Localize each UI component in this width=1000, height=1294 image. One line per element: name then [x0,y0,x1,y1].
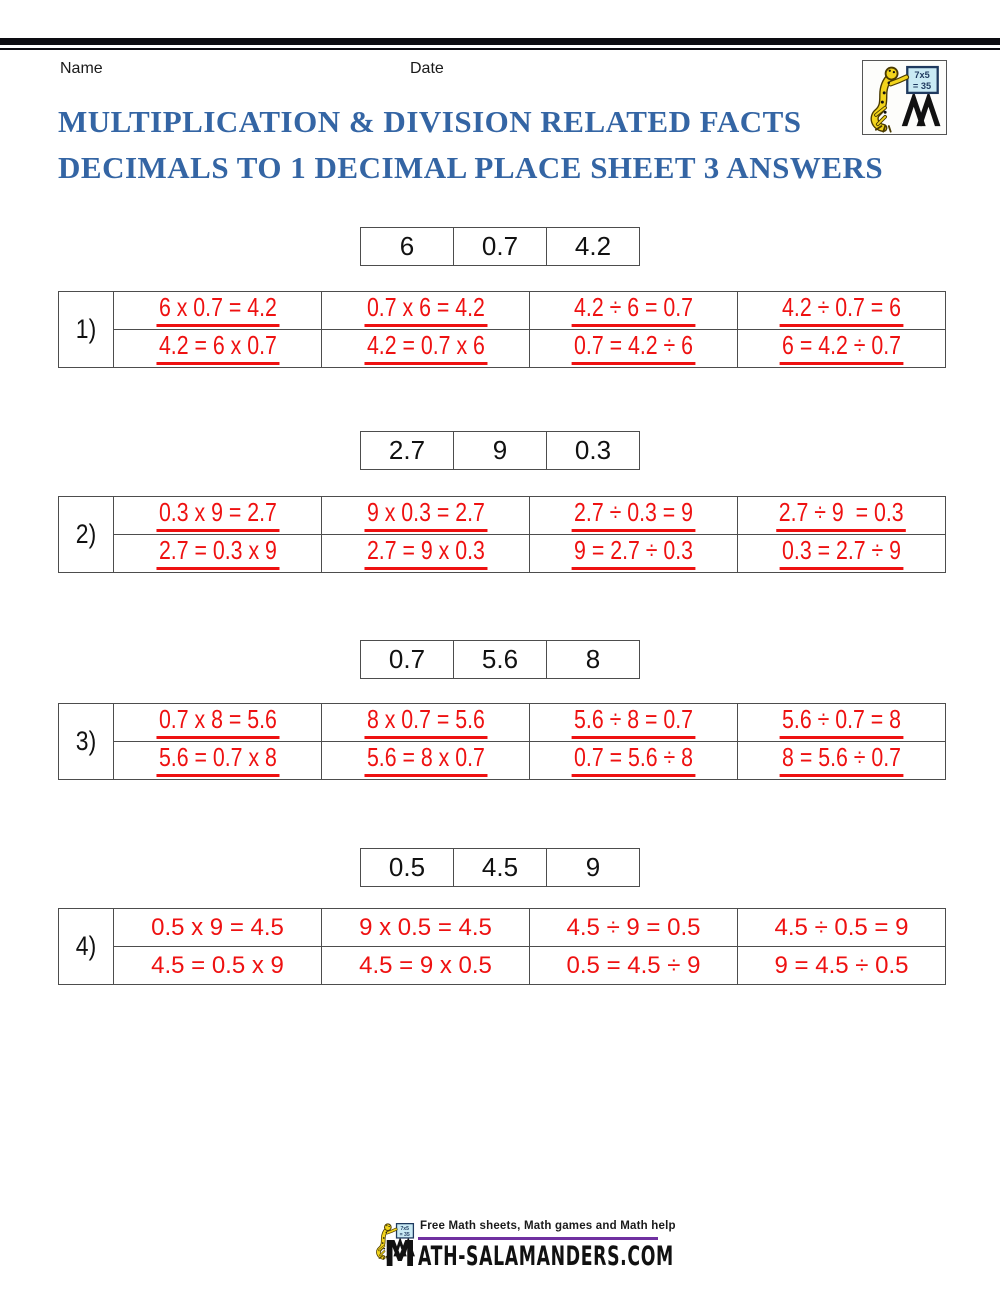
problem-number: 2) [59,497,114,573]
equation-text: 4.5 ÷ 9 = 0.5 [566,913,701,941]
fact-row-1 [59,497,946,535]
equation-cell [322,909,530,947]
triple-value-1: 0.5 [361,849,454,887]
equation-cell [114,497,322,535]
equation-text: 4.2 = 0.7 x 6 [364,332,487,364]
equation-text: 4.2 ÷ 0.7 = 6 [780,294,904,326]
equation-text: 2.7 = 9 x 0.3 [364,537,487,569]
equation-text: 4.2 ÷ 6 = 0.7 [572,294,696,326]
equation-cell [114,909,322,947]
fact-row-2 [59,535,946,573]
equation-cell [530,947,738,985]
equation-cell [530,497,738,535]
equation-text: 0.3 x 9 = 2.7 [156,499,279,531]
fact-row-2 [59,947,946,985]
equation-text: 8 = 5.6 ÷ 0.7 [780,744,904,776]
equation-cell [322,704,530,742]
math-salamanders-logo [862,60,947,135]
logo-m-right [916,91,940,126]
date-label: Date [410,60,444,77]
equation-cell [738,909,946,947]
site-wordmark [382,1234,818,1275]
equation-text: 4.5 ÷ 0.5 = 9 [774,913,909,941]
equation-cell [322,947,530,985]
footer-tagline: Free Math sheets, Math games and Math help [420,1220,676,1232]
equation-text: 0.5 = 4.5 ÷ 9 [566,951,701,979]
triple-value-3: 9 [547,849,640,887]
equation-cell [530,704,738,742]
equation-text: 5.6 ÷ 8 = 0.7 [572,706,696,738]
equation-cell [738,947,946,985]
equation-cell [738,742,946,780]
equation-text: 2.7 ÷ 9 = 0.3 [777,499,907,531]
equation-cell [738,292,946,330]
top-rule-thick [0,38,1000,45]
equation-cell [530,330,738,368]
worksheet-title-line2: DECIMALS TO 1 DECIMAL PLACE SHEET 3 ANSWERS [58,150,884,185]
equation-cell [322,742,530,780]
number-triple-table [360,848,640,887]
equation-text: 5.6 = 0.7 x 8 [156,744,279,776]
equation-cell [114,330,322,368]
fact-row-1 [59,292,946,330]
top-rule-thin [0,48,1000,50]
equation-text: 0.7 x 6 = 4.2 [364,294,487,326]
equation-cell [114,947,322,985]
problem-number: 1) [59,292,114,368]
equation-cell [738,535,946,573]
equation-text: 0.5 x 9 = 4.5 [151,913,284,941]
fact-row-1 [59,909,946,947]
number-triple-table [360,431,640,470]
equation-text: 9 x 0.5 = 4.5 [359,913,492,941]
footer-logo [372,1218,702,1274]
equation-text: 4.5 = 0.5 x 9 [151,951,284,979]
triple-value-3: 8 [547,641,640,679]
equation-text: 9 = 2.7 ÷ 0.3 [572,537,696,569]
equation-text: 0.3 = 2.7 ÷ 9 [780,537,904,569]
triple-value-1: 2.7 [361,432,454,470]
equation-text: 5.6 = 8 x 0.7 [364,744,487,776]
equation-cell [530,535,738,573]
equation-cell [322,497,530,535]
equation-text: 6 x 0.7 = 4.2 [156,294,279,326]
number-triple-table [360,227,640,266]
equation-cell [114,292,322,330]
equation-text: 4.5 = 9 x 0.5 [359,951,492,979]
fact-row-2 [59,742,946,780]
equation-text: 8 x 0.7 = 5.6 [364,706,487,738]
triple-value-3: 4.2 [547,228,640,266]
fact-family-table [58,703,946,780]
fact-row-2 [59,330,946,368]
triple-value-2: 5.6 [454,641,547,679]
equation-text: 0.7 = 5.6 ÷ 8 [572,744,696,776]
logo-board-line1: 7x5 [914,70,930,81]
equation-cell [738,497,946,535]
fact-family-table [58,908,946,985]
equation-text: 0.7 = 4.2 ÷ 6 [572,332,696,364]
problem-number: 3) [59,704,114,780]
problem-number: 4) [59,909,114,985]
equation-cell [322,292,530,330]
name-label: Name [60,60,103,77]
equation-cell [322,330,530,368]
equation-text: 2.7 = 0.3 x 9 [156,537,279,569]
equation-cell [530,292,738,330]
equation-cell [114,704,322,742]
equation-cell [738,330,946,368]
fact-family-table [58,496,946,573]
equation-text: 0.7 x 8 = 5.6 [156,706,279,738]
equation-cell [530,909,738,947]
triple-value-1: 0.7 [361,641,454,679]
fact-row-1 [59,704,946,742]
equation-text: 5.6 ÷ 0.7 = 8 [780,706,904,738]
equation-text: 4.2 = 6 x 0.7 [156,332,279,364]
triple-value-2: 4.5 [454,849,547,887]
triple-value-2: 0.7 [454,228,547,266]
triple-value-2: 9 [454,432,547,470]
triple-value-1: 6 [361,228,454,266]
fact-family-table [58,291,946,368]
triple-value-3: 0.3 [547,432,640,470]
equation-text: 9 = 4.5 ÷ 0.5 [774,951,909,979]
worksheet-title-line1: MULTIPLICATION & DIVISION RELATED FACTS [58,104,802,139]
equation-cell [322,535,530,573]
equation-cell [530,742,738,780]
equation-text: 9 x 0.3 = 2.7 [364,499,487,531]
salamander-icon [863,61,946,134]
logo-board-line2: = 35 [912,81,932,92]
equation-text: 2.7 ÷ 0.3 = 9 [572,499,696,531]
site-wordmark-m: M [383,1234,417,1275]
site-wordmark-rest: ATH-SALAMANDERS.COM [417,1241,674,1272]
equation-cell [114,535,322,573]
equation-cell [738,704,946,742]
equation-text: 6 = 4.2 ÷ 0.7 [780,332,904,364]
number-triple-table [360,640,640,679]
equation-cell [114,742,322,780]
